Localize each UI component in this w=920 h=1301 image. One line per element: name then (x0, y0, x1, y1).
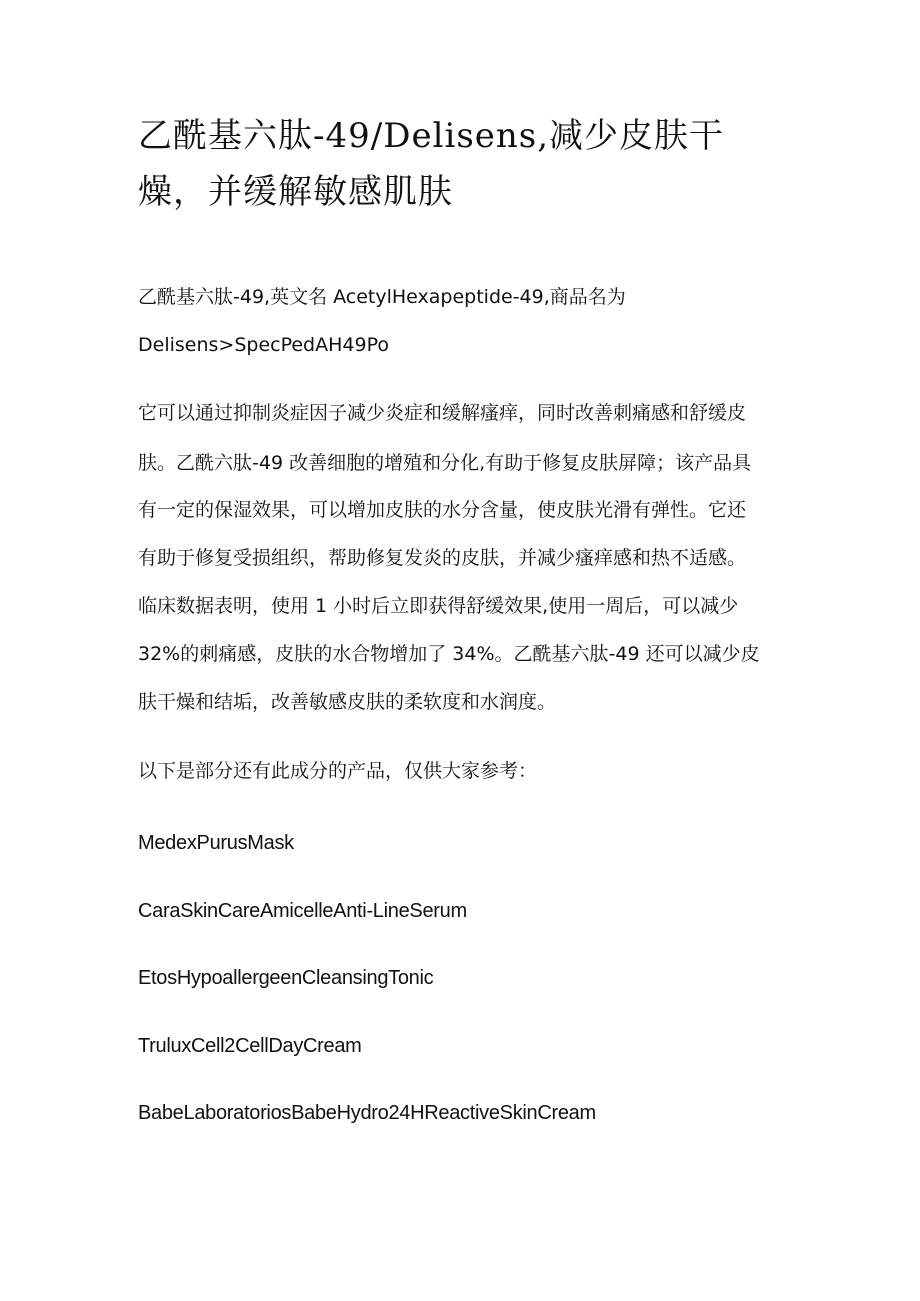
title-line-1: 乙酰基六肽-49/Delisens,减少皮肤干 (138, 116, 725, 156)
intro-line-2: Delisens>SpecPedAH49Po (138, 334, 389, 356)
body-line-6: 32%的刺痛感，皮肤的水合物增加了 34%。乙酰基六肽-49 还可以减少皮 (138, 643, 760, 665)
body-line-4: 有助于修复受损组织，帮助修复发炎的皮肤，并减少瘙痒感和热不适感。 (138, 547, 747, 569)
products-intro: 以下是部分还有此成分的产品，仅供大家参考： (138, 760, 538, 782)
body-line-3: 有一定的保湿效果，可以增加皮肤的水分含量，使皮肤光滑有弹性。它还 (138, 499, 747, 521)
title-line-2: 燥，并缓解敏感肌肤 (138, 172, 453, 212)
body-line-5: 临床数据表明，使用 1 小时后立即获得舒缓效果,使用一周后，可以减少 (138, 595, 739, 617)
body-line-1: 它可以通过抑制炎症因子减少炎症和缓解瘙痒，同时改善刺痛感和舒缓皮 (138, 402, 747, 424)
product-item: BabeLaboratoriosBabeHydro24HReactiveSkinCream (138, 1102, 596, 1124)
body-line-2: 肤。乙酰六肽-49 改善细胞的增殖和分化,有助于修复皮肤屏障；该产品具 (138, 452, 752, 474)
product-item: CaraSkinCareAmicelleAnti-LineSerum (138, 900, 467, 922)
product-item: EtosHypoallergeenCleansingTonic (138, 967, 434, 989)
body-line-7: 肤干燥和结垢，改善敏感皮肤的柔软度和水润度。 (138, 691, 557, 713)
product-item: MedexPurusMask (138, 832, 294, 854)
intro-line-1: 乙酰基六肽-49,英文名 AcetylHexapeptide-49,商品名为 (138, 286, 626, 308)
product-item: TruluxCell2CellDayCream (138, 1035, 362, 1057)
page-title (138, 108, 788, 220)
